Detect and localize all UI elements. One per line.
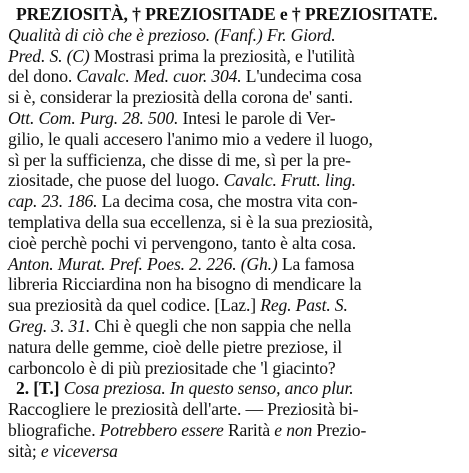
citation-text: natura delle gemme, cioè delle pietre preziose, il [8, 336, 342, 357]
entry-line-1 [8, 25, 461, 46]
citation-source: Cavalc. Frutt. ling. [223, 170, 356, 191]
entry-line-19 [8, 399, 461, 420]
example-text: Rarità [223, 419, 275, 440]
entry-line-4 [8, 87, 461, 108]
entry-line-14 [8, 295, 461, 316]
citation-text: libreria Ricciardina non ha bisogno di mendicare la [8, 274, 362, 295]
entry-headword-line [8, 4, 461, 25]
entry-line-11 [8, 233, 461, 254]
citation-text: Intesi le parole di Ver- [178, 107, 336, 128]
citation-text: del dono. [8, 66, 77, 87]
entry-line-8 [8, 170, 461, 191]
entry-line-7 [8, 150, 461, 171]
entry-line-16 [8, 337, 461, 358]
definition-text: Cosa preziosa. In questo senso, anco plur. [63, 378, 354, 399]
entry-line-15 [8, 316, 461, 337]
example-italic: e viceversa [40, 440, 118, 461]
citation-source: Ott. Com. Purg. 28. 500. [8, 107, 179, 128]
definition-text: Qualità di ciò che è prezioso. (Fanf.) Fr. Giord. [8, 24, 336, 45]
citation-text: sì per la sufficienza, che disse di me, sì per la pre- [8, 149, 351, 170]
example-text: bliografiche. [8, 419, 100, 440]
citation-text: gilio, le quali accesero l'animo mio a vedere il luogo, [8, 128, 373, 149]
citation-text: cioè perchè pochi vi pervengono, tanto è alta cosa. [8, 232, 356, 253]
sense-number: 2. [T.] [16, 378, 64, 399]
citation-source: Pred. S. (C) [8, 45, 90, 66]
entry-line-5 [8, 108, 461, 129]
citation-text: La decima cosa, che mostra vita con- [97, 191, 358, 212]
entry-line-18 [8, 378, 461, 399]
example-italic: e non [274, 419, 313, 440]
citation-source: Cavalc. Med. cuor. 304. [76, 66, 242, 87]
entry-line-20 [8, 420, 461, 441]
citation-text: Chi è quegli che non sappia che nella [90, 315, 352, 336]
entry-line-9 [8, 191, 461, 212]
citation-source: Reg. Past. S. [260, 295, 348, 316]
citation-text: La famosa [277, 253, 355, 274]
entry-line-12 [8, 254, 461, 275]
example-text: Raccogliere le preziosità dell'arte. — Preziosità bi- [8, 399, 359, 420]
citation-text: ziositade, che puose del luogo. [8, 170, 224, 191]
citation-text: Mostrasi prima la preziosità, e l'utilità [89, 45, 355, 66]
entry-line-13 [8, 274, 461, 295]
example-text: sità; [8, 440, 41, 461]
citation-text: sua preziosità da quel codice. [Laz.] [8, 295, 261, 316]
citation-text: si è, considerar la preziosità della corona de' santi. [8, 87, 353, 108]
headword: PREZIOSITÀ, † PREZIOSITADE e † PREZIOSITATE. [16, 4, 438, 24]
citation-text: L'undecima cosa [241, 66, 362, 87]
example-text: Prezio- [312, 419, 367, 440]
entry-line-17 [8, 358, 461, 379]
entry-line-10 [8, 212, 461, 233]
citation-text: templativa della sua eccellenza, si è la sua preziosità, [8, 211, 373, 232]
citation-source: Anton. Murat. Pref. Poes. 2. 226. (Gh.) [8, 253, 278, 274]
citation-text: carboncolo è di più preziositade che 'l giacinto? [8, 357, 336, 378]
citation-source: cap. 23. 186. [8, 191, 98, 212]
entry-line-2 [8, 46, 461, 67]
entry-line-6 [8, 129, 461, 150]
entry-line-21 [8, 441, 461, 462]
entry-line-3 [8, 66, 461, 87]
example-italic: Potrebbero essere [99, 419, 224, 440]
citation-source: Greg. 3. 31. [8, 315, 91, 336]
